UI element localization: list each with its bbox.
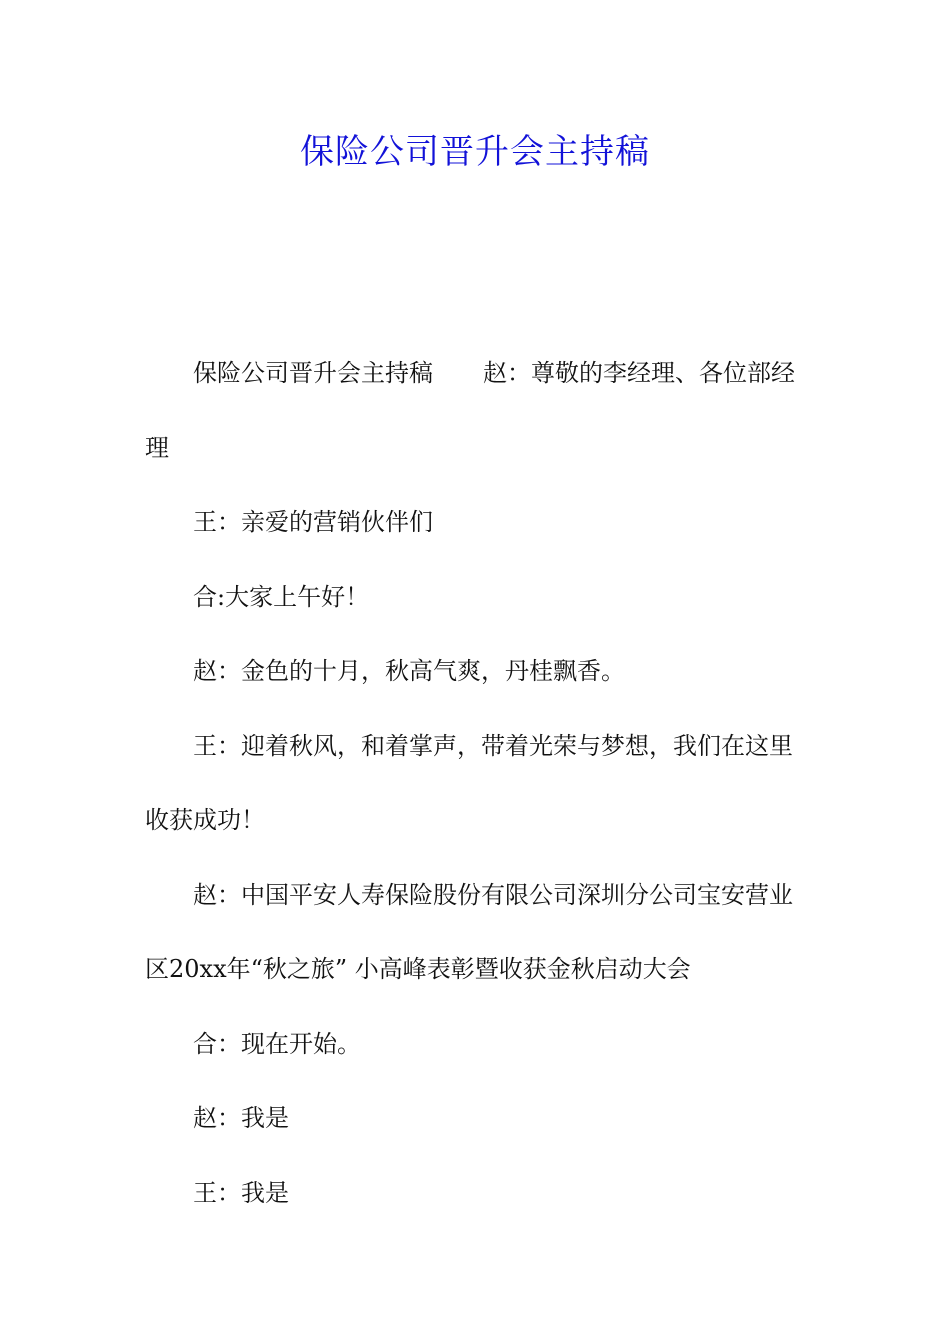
paragraph-opening	[145, 336, 807, 485]
paragraph-lead: 保险公司晋升会主持稿	[193, 359, 433, 387]
paragraph: 王：亲爱的营销伙伴们	[193, 508, 433, 536]
document-title: 保险公司晋升会主持稿	[300, 132, 650, 172]
paragraph: 王：迎着秋风，和着掌声，带着光荣与梦想，我们在这里收获成功！	[145, 731, 793, 834]
document-body	[145, 336, 807, 1230]
paragraph: 赵：我是	[193, 1104, 289, 1132]
paragraph: 王：我是	[193, 1178, 289, 1207]
paragraph: 赵：金色的十月，秋高气爽，丹桂飘香。	[193, 657, 625, 685]
paragraph: 合:大家上午好！	[193, 582, 370, 611]
paragraph-text: 赵：尊敬的李经理、各位部经理	[145, 359, 795, 462]
paragraph: 合：现在开始。	[193, 1029, 361, 1058]
paragraph: 赵：中国平安人寿保险股份有限公司深圳分公司宝安营业区20xx年“秋之旅” 小高峰表彰暨收获金秋启动大会	[145, 880, 793, 983]
